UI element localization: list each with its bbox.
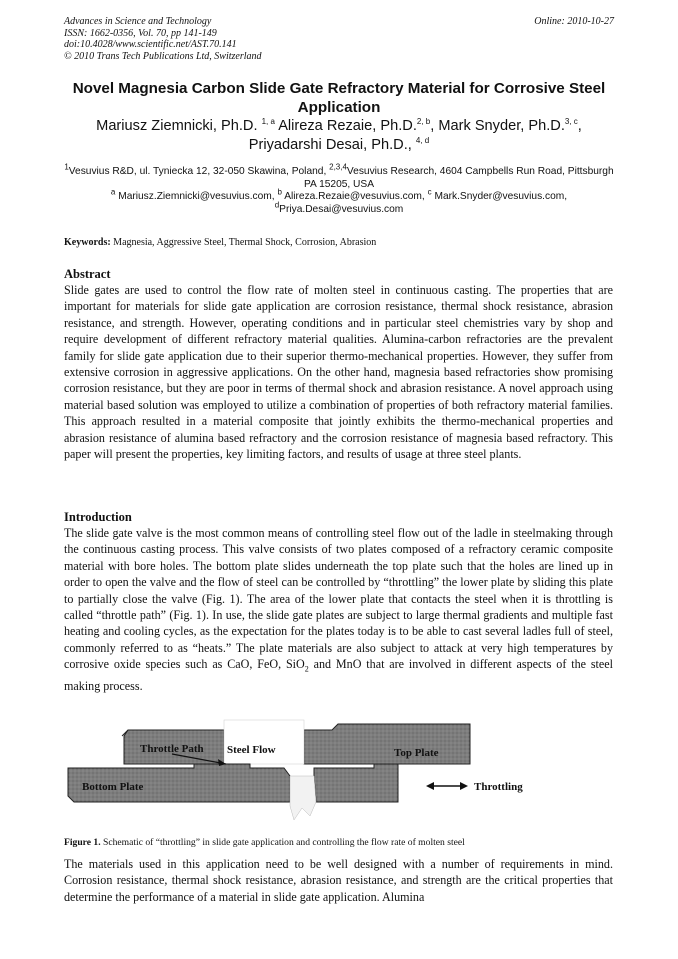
affiliations: [64, 162, 614, 216]
top-plate-label: Top Plate: [394, 747, 439, 759]
email-c[interactable]: Mark.Snyder@vesuvius.com,: [434, 191, 568, 202]
affil-2: Vesuvius Research, 4604 Campbells Run Road, Pittsburgh PA 15205, USA: [303, 166, 614, 190]
throttle-path-label: Throttle Path: [140, 743, 204, 755]
author-1-sup: 1, a: [261, 117, 275, 127]
journal-meta: [64, 16, 262, 62]
throttling-label: Throttling: [474, 781, 523, 793]
copyright: © 2010 Trans Tech Publications Ltd, Switzerland: [64, 50, 262, 62]
affil-2-sup: 2,3,4: [329, 162, 347, 172]
keywords-label: Keywords:: [64, 237, 111, 248]
bottom-plate-right: [314, 764, 398, 802]
doi: doi:10.4028/www.scientific.net/AST.70.141: [64, 39, 237, 50]
affil-1: Vesuvius R&D, ul. Tyniecka 12, 32-050 Skawina, Poland,: [68, 166, 327, 177]
abstract-heading: Abstract: [64, 267, 111, 281]
email-a[interactable]: Mariusz.Ziemnicki@vesuvius.com,: [118, 191, 275, 202]
paper-title: Novel Magnesia Carbon Slide Gate Refractory Material for Corrosive Steel Application: [72, 80, 606, 116]
body-text-after-figure: The materials used in this application need to be well designed with a number of requirements in mind. Corrosion resistance, thermal shock resistance, abrasion resistance, and strength are the critical properties that determine the performance of a material in slide gate application. Alumina: [64, 857, 613, 904]
email-d-sup: d: [274, 200, 280, 210]
caption-label: Figure 1.: [64, 837, 101, 848]
author-4-sup: 4, d: [415, 136, 430, 146]
author-4: Priyadarshi Desai, Ph.D.,: [248, 137, 412, 153]
intro-text-part-1: The slide gate valve is the most common means of controlling steel flow out of the ladle in steelmaking through the continuous casting process. This valve consists of two plates composed of a refractory ceramic composite material with bore holes. The bottom plate slides underneath the top plate such that the holes are lined up in order to open the valve and the flow of steel can be controlled by “throttling” the lower plate by sliding this plate to partially close the valve (Fig. 1). The area of the lower plate that contacts the steel when it is throttling is called “throttle path” (Fig. 1). In use, the slide gate plates are subject to large thermal gradients and multiple fast heating and cooling cycles, as the expectation for the plates today is to be able to cast several ladles full of steel, commonly referred to as “heats.” The plate materials are also subject to attack at very high temperatures by corrosive oxide species such as CaO, FeO, SiO: [64, 526, 613, 672]
author-3-sup: 3, c: [564, 117, 578, 127]
caption-text: Schematic of “throttling” in slide gate application and controlling the flow rate of molten steel: [103, 837, 465, 848]
author-list: Mariusz Ziemnicki, Ph.D. $^{1, a}$ Alireza Rezaie, Ph.D.$^{2, b}$, Mark Snyder, Ph.D.$^{3, c}$, Priyadarshi Desai, Ph.D., $^{4, d}$: [96, 117, 582, 153]
author-2-sup: 2, b: [416, 117, 431, 127]
bottom-plate-label: Bottom Plate: [82, 781, 144, 793]
author-1: Mariusz Ziemnicki, Ph.D.: [96, 118, 258, 134]
journal-name: Advances in Science and Technology: [64, 16, 212, 27]
email-a-sup: a: [110, 187, 116, 197]
figure-1-caption: [64, 837, 614, 848]
email-d[interactable]: Priya.Desai@vesuvius.com: [279, 203, 404, 215]
abstract-text: Slide gates are used to control the flow rate of molten steel in continuous casting. The properties that are important for materials for slide gate application are corrosion resistance, thermal shock resistance, abrasion resistance, and strength. However, operating conditions and in particular steel chemistries vary by shop and require development of different refractory material qualities. Alumina-carbon refractories are the prevalent family for slide gate application due to their superior thermo-mechanical properties. However, they suffer from extensive corrosion in aggressive applications. On the other hand, magnesia based refractories show promising corrosion resistance, but they are poor in terms of thermal shock and abrasion resistance. A novel approach using material based solution was employed to utilize a combination of properties of both refractory material families. This approach resulted in a material composite that jointly exhibits the thermo-mechanical properties and abrasion resistance of alumina based refractory and the corrosion resistance of magnesia based refractory. This paper will present the properties, key limiting factors, and results of usage at three steel plants.: [64, 283, 613, 462]
steel-stream: [290, 776, 316, 820]
introduction-text: [64, 525, 613, 694]
steel-flow-label: Steel Flow: [227, 744, 276, 756]
online-date: Online: 2010-10-27: [534, 16, 614, 27]
introduction-heading: Introduction: [64, 510, 132, 524]
email-c-sup: c: [427, 187, 432, 197]
slide-gate-schematic: [64, 716, 614, 828]
figure-1: [64, 716, 614, 828]
intro-subscript: 2: [304, 664, 309, 674]
issn: ISSN: 1662-0356, Vol. 70, pp 141-149: [64, 27, 217, 39]
email-b-sup: b: [277, 187, 282, 197]
intro-text-part-2: and MnO that are involved in different aspects of the steel making process.: [64, 657, 613, 694]
top-plate-right: [304, 724, 470, 764]
keywords: [64, 237, 614, 248]
keywords-text: Magnesia, Aggressive Steel, Thermal Shock, Corrosion, Abrasion: [113, 237, 377, 248]
email-b[interactable]: Alireza.Rezaie@vesuvius.com,: [284, 191, 425, 202]
affil-1-sup: 1: [64, 162, 69, 172]
author-3: Mark Snyder, Ph.D.: [438, 118, 565, 134]
author-2: Alireza Rezaie, Ph.D.: [278, 118, 417, 134]
